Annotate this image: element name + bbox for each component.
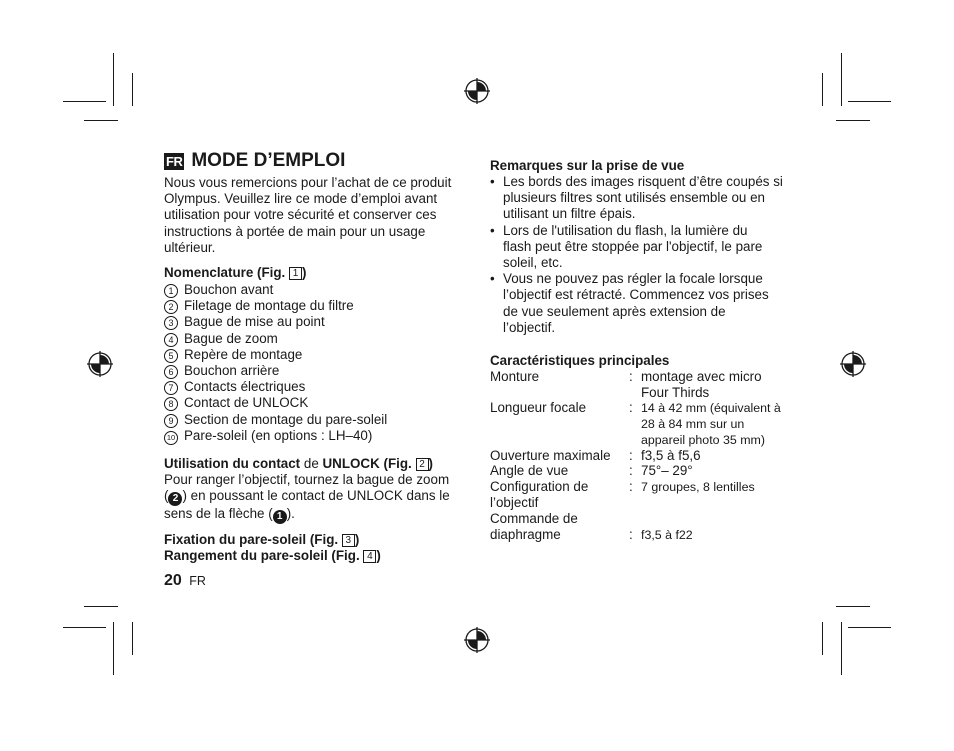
- crop-mark: [841, 53, 842, 106]
- crop-mark: [841, 622, 842, 675]
- remark-text: Les bords des images risquent d’être coupés si plusieurs filtres sont utilisés ensemble ou en utilisant un filtre épais.: [503, 174, 783, 222]
- item-number: 7: [164, 381, 178, 395]
- list-item: [490, 174, 786, 223]
- bullet-icon: •: [490, 222, 495, 238]
- item-number: 5: [164, 349, 178, 363]
- spec-colon: :: [629, 463, 633, 478]
- unlock-heading-c: UNLOCK (Fig.: [322, 456, 412, 471]
- crop-mark: [132, 73, 133, 106]
- spec-label: Configuration de l’objectif: [490, 479, 589, 510]
- item-label: Bague de zoom: [184, 330, 278, 346]
- crop-mark: [113, 622, 114, 675]
- crop-mark: [113, 53, 114, 106]
- unlock-heading-a: Utilisation du contact: [164, 456, 301, 471]
- item-number: 10: [164, 431, 178, 445]
- step-number: 2: [168, 492, 182, 506]
- step-number: 1: [273, 510, 287, 524]
- item-number: 4: [164, 333, 178, 347]
- remarks-heading: Remarques sur la prise de vue: [490, 158, 685, 173]
- remarks-list: [490, 174, 786, 336]
- heading-close: ): [354, 532, 360, 547]
- spec-colon: :: [629, 400, 633, 415]
- registration-mark-icon: [464, 78, 490, 104]
- list-item: [164, 347, 387, 363]
- footer-lang: FR: [189, 574, 206, 588]
- list-item: [164, 395, 387, 411]
- item-number: 1: [164, 284, 178, 298]
- crop-mark: [836, 606, 870, 607]
- unlock-line: Pour ranger l’objectif, tournez la bague de zoom: [164, 472, 450, 488]
- spec-value: 14 à 42 mm (équivalent à 28 à 84 mm sur un appareil photo 35 mm): [641, 401, 781, 447]
- spec-value: montage avec micro Four Thirds: [641, 369, 762, 400]
- spec-value: 7 groupes, 8 lentilles: [641, 480, 755, 494]
- figure-number: 3: [342, 534, 355, 547]
- item-number: 8: [164, 397, 178, 411]
- unlock-line: [164, 488, 468, 506]
- paren: (: [164, 488, 169, 504]
- nomenclature-heading-text: Nomenclature (Fig.: [164, 265, 286, 280]
- item-number: 6: [164, 365, 178, 379]
- page-footer: [164, 572, 206, 590]
- list-item: [490, 223, 786, 272]
- list-item: [164, 428, 387, 445]
- item-label: Bouchon arrière: [184, 363, 280, 379]
- crop-mark: [132, 622, 133, 655]
- hood-attach-heading: [164, 532, 359, 547]
- list-item: [164, 314, 387, 330]
- spec-label: Longueur focale: [490, 400, 587, 415]
- list-item: [164, 412, 387, 428]
- list-item: [490, 271, 786, 336]
- item-number: 3: [164, 316, 178, 330]
- heading-close: ): [376, 548, 381, 563]
- item-number: 9: [164, 414, 178, 428]
- crop-mark: [822, 622, 823, 655]
- page-number: 20: [164, 572, 182, 589]
- intro-paragraph: Nous vous remercions pour l’achat de ce produit Olympus. Veuillez lire ce mode d’emploi avant utilisation pour votre sécurité et conserver ces instructions à portée de main pour un usage ultérieur.: [164, 175, 452, 255]
- spec-label: Monture: [490, 369, 540, 384]
- figure-number: 2: [416, 458, 429, 471]
- item-label: Bague de mise au point: [184, 314, 325, 330]
- hood-attach-text: Fixation du pare-soleil (Fig.: [164, 532, 339, 547]
- bullet-icon: •: [490, 271, 495, 287]
- item-label: Repère de montage: [184, 346, 303, 362]
- hood-store-text: Rangement du pare-soleil (Fig.: [164, 548, 360, 563]
- remark-text: Vous ne pouvez pas régler la focale lorsque l’objectif est rétracté. Commencez vos prises de vue seulement après extension de l’objectif.: [503, 271, 769, 335]
- bullet-icon: •: [490, 174, 495, 189]
- item-label: Filetage de montage du filtre: [184, 298, 354, 314]
- list-item: [164, 298, 387, 314]
- registration-mark-icon: [87, 351, 113, 377]
- crop-mark: [63, 101, 106, 102]
- crop-mark: [848, 627, 891, 628]
- figure-number: 4: [363, 550, 376, 563]
- spec-value: 75°– 29°: [641, 463, 693, 478]
- unlock-section: [164, 456, 468, 524]
- spec-colon: :: [629, 448, 633, 463]
- nomenclature-list: [164, 282, 387, 445]
- crop-mark: [848, 101, 891, 102]
- spec-colon: :: [629, 479, 633, 494]
- crop-mark: [63, 627, 106, 628]
- hood-store-heading: [164, 548, 381, 563]
- unlock-heading: [164, 456, 468, 472]
- language-badge: FR: [166, 153, 183, 169]
- crop-mark: [84, 606, 118, 607]
- crop-mark: [822, 73, 823, 106]
- item-label: Pare-soleil (en options : LH–40): [184, 427, 373, 443]
- item-label: Section de montage du pare-soleil: [184, 411, 388, 427]
- unlock-line: [164, 506, 468, 524]
- registration-mark-icon: [840, 351, 866, 377]
- item-label: Contact de UNLOCK: [184, 395, 309, 411]
- list-item: [164, 331, 387, 347]
- spec-value: f3,5 à f5,6: [641, 448, 701, 463]
- heading-close: ): [302, 265, 307, 280]
- remark-text: Lors de l'utilisation du flash, la lumière du flash peut être stoppée par l'objectif, le pare soleil, etc.: [503, 222, 763, 270]
- list-item: [164, 282, 387, 298]
- unlock-heading-b: de: [300, 456, 323, 471]
- unlock-text: ).: [286, 506, 295, 522]
- spec-label: Ouverture maximale: [490, 448, 611, 463]
- heading-close: ): [428, 456, 433, 471]
- item-number: 2: [164, 300, 178, 314]
- figure-number: 1: [289, 267, 302, 280]
- item-label: Contacts électriques: [184, 379, 306, 395]
- item-label: Bouchon avant: [184, 282, 274, 297]
- spec-label: Angle de vue: [490, 463, 569, 478]
- page-title: MODE D’EMPLOI: [191, 150, 346, 171]
- unlock-text: sens de la flèche (: [164, 506, 273, 522]
- list-item: [164, 379, 387, 395]
- crop-mark: [84, 120, 118, 121]
- page-title-block: [164, 150, 345, 172]
- list-item: [164, 363, 387, 379]
- spec-value: f3,5 à f22: [641, 528, 693, 542]
- nomenclature-heading: [164, 265, 306, 280]
- spec-colon: :: [629, 369, 633, 384]
- spec-colon: :: [629, 527, 633, 542]
- unlock-text: ) en poussant le contact de UNLOCK dans le: [182, 488, 450, 504]
- specs-heading: Caractéristiques principales: [490, 353, 670, 368]
- crop-mark: [836, 120, 870, 121]
- registration-mark-icon: [464, 627, 490, 653]
- spec-label: Commande de diaphragme: [490, 511, 578, 542]
